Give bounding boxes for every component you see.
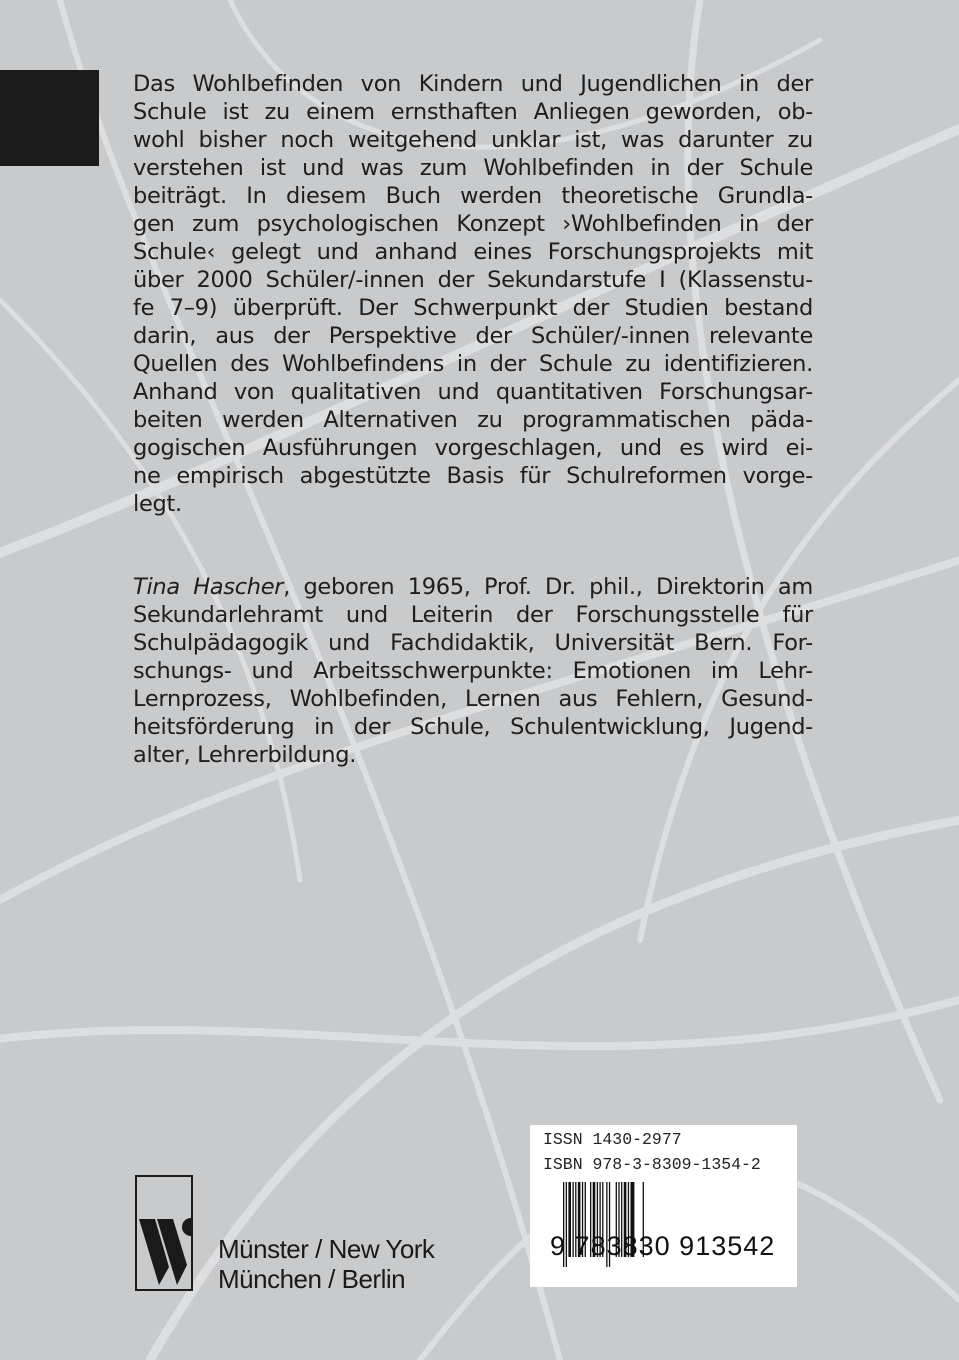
blurb-line: beiten werden Alternativen zu programmatischen päda- xyxy=(133,407,813,433)
blurb-line: fe 7–9) überprüft. Der Schwerpunkt der Studien bestand xyxy=(133,295,813,321)
author-bio-line: Lernprozess, Wohlbefinden, Lernen aus Fehlern, Gesund- xyxy=(133,686,813,712)
blurb-line: Das Wohlbefinden von Kindern und Jugendlichen in der xyxy=(133,71,813,97)
ean-number xyxy=(550,1231,775,1262)
author-bio-line xyxy=(133,573,813,601)
blurb-line: Schule ist zu einem ernsthaften Anliegen geworden, ob- xyxy=(133,99,813,125)
author-bio-text: , geboren 1965, Prof. Dr. phil., Direktorin am xyxy=(283,574,813,600)
isbn: ISBN 978-3-8309-1354-2 xyxy=(543,1155,761,1174)
publisher-logo xyxy=(135,1175,193,1291)
ean-right-digits: 913542 xyxy=(679,1231,776,1261)
author-bio-line: Sekundarlehramt und Leiterin der Forschungsstelle für xyxy=(133,602,813,628)
blurb-line: verstehen ist und was zum Wohlbefinden in der Schule xyxy=(133,155,813,181)
author-bio xyxy=(133,573,813,769)
author-name: Tina Hascher xyxy=(133,574,284,600)
blurb-line: gogischen Ausführungen vorgeschlagen, und es wird ei- xyxy=(133,435,813,461)
blurb-line: darin, aus der Perspektive der Schüler/-innen relevante xyxy=(133,323,813,349)
blurb-line: Quellen des Wohlbefindens in der Schule zu identifizieren. xyxy=(133,351,813,377)
black-accent-block xyxy=(0,70,99,166)
blurb-line: Schule‹ gelegt und anhand eines Forschungsprojekts mit xyxy=(133,239,813,265)
issn: ISSN 1430-2977 xyxy=(543,1130,682,1149)
blurb-paragraph xyxy=(133,70,813,518)
blurb-line: ne empirisch abgestützte Basis für Schulreformen vorge- xyxy=(133,463,813,489)
ean-left-digits: 783830 xyxy=(574,1231,671,1261)
barcode-label xyxy=(530,1125,797,1287)
author-bio-line: alter, Lehrerbildung. xyxy=(133,742,357,768)
publisher-cities-line1: Münster / New York xyxy=(218,1234,435,1264)
author-bio-line: Schulpädagogik und Fachdidaktik, Universität Bern. For- xyxy=(133,630,813,656)
blurb-line: legt. xyxy=(133,491,182,517)
blurb-line: wohl bisher noch weitgehend unklar ist, was darunter zu xyxy=(133,127,813,153)
author-bio-line: schungs- und Arbeitsschwerpunkte: Emotionen im Lehr- xyxy=(133,658,813,684)
blurb-line: beiträgt. In diesem Buch werden theoretische Grundla- xyxy=(133,183,813,209)
author-bio-line: heitsförderung in der Schule, Schulentwicklung, Jugend- xyxy=(133,714,813,740)
blurb-line: über 2000 Schüler/-innen der Sekundarstufe I (Klassenstu- xyxy=(133,267,813,293)
blurb-line: gen zum psychologischen Konzept ›Wohlbefinden in der xyxy=(133,211,813,237)
publisher-cities-line2: München / Berlin xyxy=(218,1264,406,1294)
blurb-line: Anhand von qualitativen und quantitativen Forschungsar- xyxy=(133,379,813,405)
ean-first-digit: 9 xyxy=(550,1231,567,1261)
